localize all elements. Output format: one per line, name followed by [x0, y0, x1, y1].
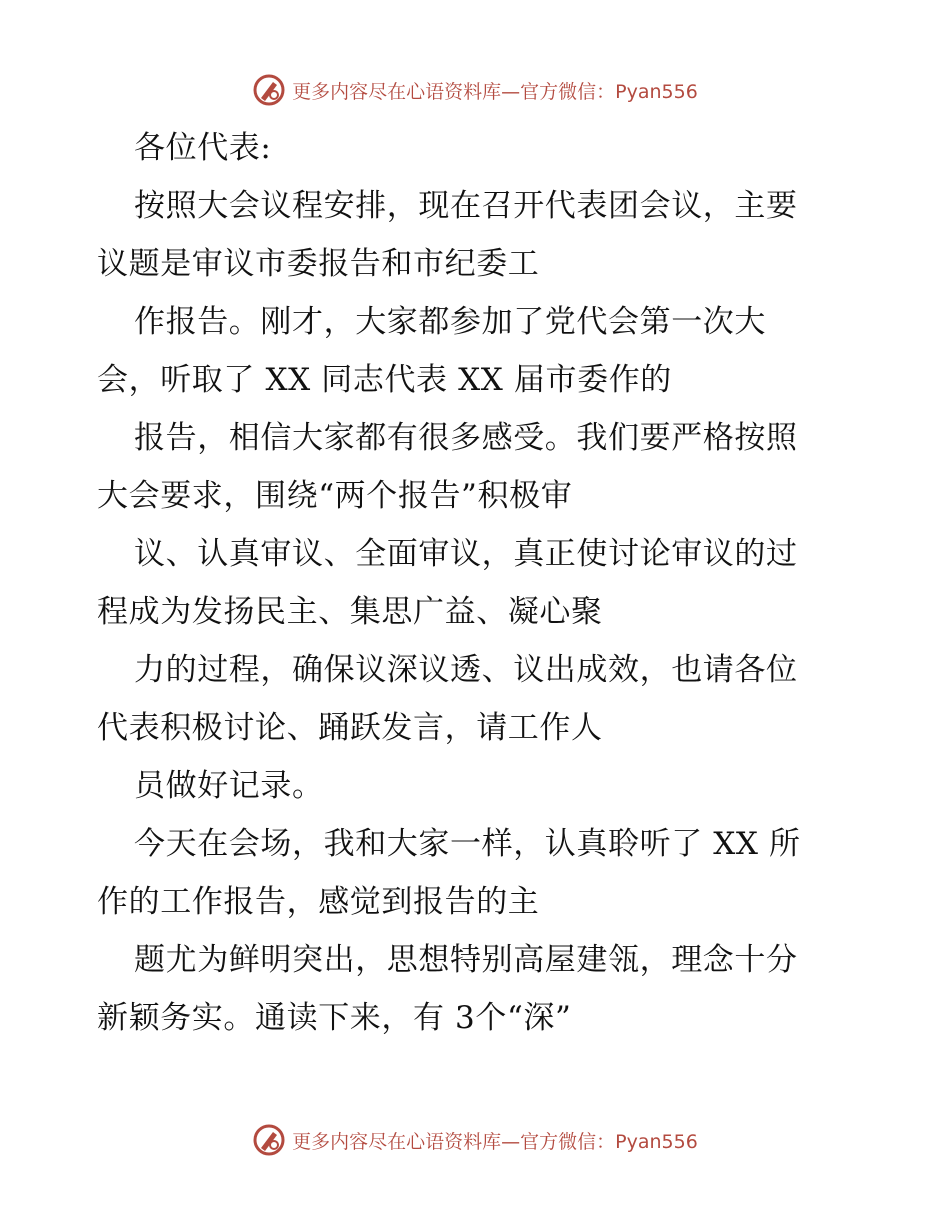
paragraph-line: 员做好记录。: [134, 768, 324, 804]
watermark-text: 更多内容尽在心语资料库—官方微信：Pyan556: [292, 1130, 698, 1153]
paragraph-line: 程成为发扬民主、集思广益、凝心聚: [97, 594, 603, 630]
paragraph-line: 代表积极讨论、踊跃发言，请工作人: [97, 710, 603, 746]
paragraph-line: 报告，相信大家都有很多感受。我们要严格按照: [134, 420, 798, 456]
paragraph-line: 各位代表:: [134, 130, 272, 166]
paragraph-line: 题尤为鲜明突出，思想特别高屋建瓴，理念十分: [134, 942, 798, 978]
paragraph-line: 作报告。刚才，大家都参加了党代会第一次大: [134, 304, 766, 340]
paragraph-line: 作的工作报告，感觉到报告的主: [97, 884, 540, 920]
pen-logo-icon: [252, 1123, 286, 1157]
paragraph-line: 大会要求，围绕“两个报告”积极审: [97, 478, 573, 514]
paragraph-line: 会，听取了 XX 同志代表 XX 届市委作的: [97, 362, 672, 398]
paragraph-line: 议题是审议市委报告和市纪委工: [97, 246, 540, 282]
paragraph-line: 新颖务实。通读下来，有 3个“深”: [97, 1000, 572, 1036]
paragraph-line: 按照大会议程安排，现在召开代表团会议，主要: [134, 188, 798, 224]
paragraph-line: 今天在会场，我和大家一样，认真聆听了 XX 所: [134, 826, 801, 862]
paragraph-line: 议、认真审议、全面审议，真正使讨论审议的过: [134, 536, 798, 572]
pen-logo-icon: [252, 73, 286, 107]
paragraph-line: 力的过程，确保议深议透、议出成效，也请各位: [134, 652, 798, 688]
footer-watermark: [0, 1120, 950, 1160]
watermark-text: 更多内容尽在心语资料库—官方微信：Pyan556: [292, 80, 698, 103]
header-watermark: [0, 70, 950, 110]
